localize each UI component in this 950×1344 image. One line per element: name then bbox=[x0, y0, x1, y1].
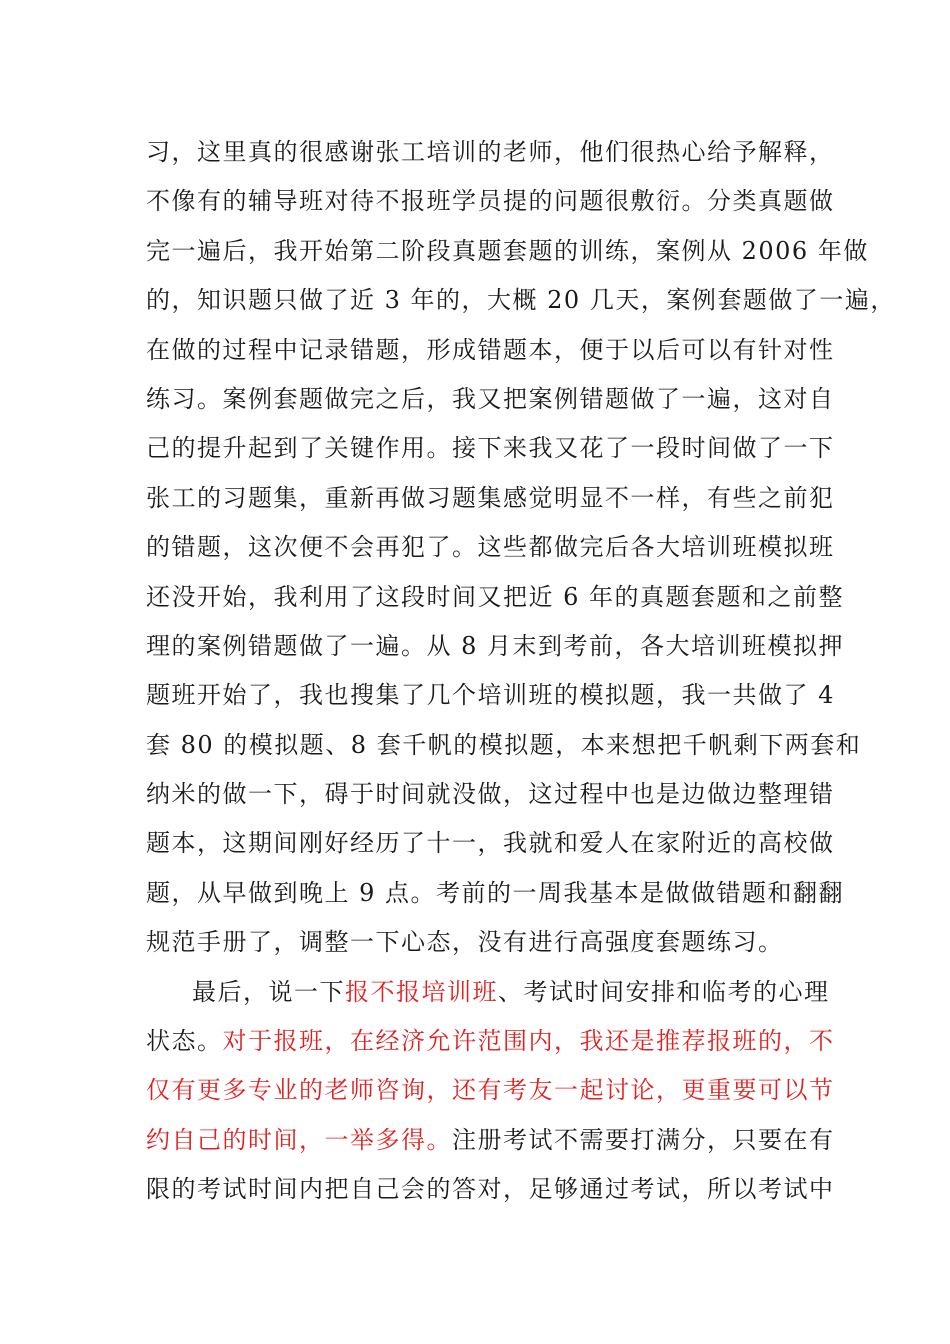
text-segment: 题本，这期间刚好经历了十一，我就和爱人在家附近的高校做 bbox=[146, 829, 835, 858]
paragraph-first-line bbox=[146, 968, 830, 1017]
text-line bbox=[146, 276, 896, 325]
text-segment: 练习。案例套题做完之后，我又把案例错题做了一遍，这对自 bbox=[146, 384, 835, 413]
text-line bbox=[146, 523, 835, 572]
text-line bbox=[146, 227, 869, 276]
highlighted-text: 对于报班，在经济允许范围内，我还是推荐报班的，不 bbox=[222, 1027, 835, 1056]
text-segment: 理的案例错题做了一遍。从 8 月末到考前，各大培训班模拟押 bbox=[146, 631, 845, 660]
text-segment: 题班开始了，我也搜集了几个培训班的模拟题，我一共做了 4 bbox=[146, 681, 835, 710]
text-line bbox=[146, 1066, 835, 1115]
text-segment: 的，知识题只做了近 3 年的，大概 20 几天，案例套题做了一遍， bbox=[146, 286, 896, 315]
text-segment: 在做的过程中记录错题，形成错题本，便于以后可以有针对性 bbox=[146, 335, 835, 364]
highlighted-text: 报不报培训班 bbox=[345, 977, 498, 1006]
text-line bbox=[146, 177, 835, 226]
text-line bbox=[146, 869, 845, 918]
text-line bbox=[146, 424, 835, 473]
text-segment: 规范手册了，调整一下心态，没有进行高强度套题练习。 bbox=[146, 928, 784, 957]
text-segment: 状态。 bbox=[146, 1027, 223, 1056]
text-segment: 习，这里真的很感谢张工培训的老师，他们很热心给予解释， bbox=[146, 138, 835, 166]
text-segment: 限的考试时间内把自己会的答对，足够通过考试，所以考试中 bbox=[146, 1175, 835, 1204]
text-line bbox=[146, 474, 835, 523]
text-segment: 还没开始，我利用了这段时间又把近 6 年的真题套题和之前整 bbox=[146, 582, 845, 611]
highlighted-text: 约自己的时间，一举多得。 bbox=[146, 1125, 452, 1154]
text-line bbox=[146, 770, 835, 819]
text-segment: 纳米的做一下，碍于时间就没做，这过程中也是边做边整理错 bbox=[146, 780, 835, 809]
text-segment: 注册考试不需要打满分，只要在有 bbox=[452, 1125, 835, 1154]
text-line bbox=[146, 622, 845, 671]
text-segment: 张工的习题集，重新再做习题集感觉明显不一样，有些之前犯 bbox=[146, 483, 835, 512]
text-line bbox=[146, 1116, 835, 1165]
text-line bbox=[146, 375, 835, 424]
text-segment: 不像有的辅导班对待不报班学员提的问题很敷衍。分类真题做 bbox=[146, 187, 835, 216]
text-segment: 套 80 的模拟题、8 套千帆的模拟题，本来想把千帆剩下两套和 bbox=[146, 730, 862, 759]
body-text bbox=[146, 128, 896, 1215]
text-line bbox=[146, 573, 845, 622]
text-segment: 最后，说一下 bbox=[192, 977, 345, 1006]
text-line bbox=[146, 721, 862, 770]
text-segment: 己的提升起到了关键作用。接下来我又花了一段时间做了一下 bbox=[146, 434, 835, 463]
text-line bbox=[146, 1165, 835, 1214]
text-segment: 的错题，这次便不会再犯了。这些都做完后各大培训班模拟班 bbox=[146, 533, 835, 562]
text-line bbox=[146, 326, 835, 375]
text-segment: 完一遍后，我开始第二阶段真题套题的训练，案例从 2006 年做 bbox=[146, 236, 869, 265]
text-line bbox=[146, 819, 835, 868]
text-line bbox=[146, 128, 835, 177]
text-line bbox=[146, 1017, 835, 1066]
text-line bbox=[146, 671, 835, 720]
text-line bbox=[146, 918, 818, 967]
highlighted-text: 仅有更多专业的老师咨询，还有考友一起讨论，更重要可以节 bbox=[146, 1076, 835, 1105]
text-segment: 题，从早做到晚上 9 点。考前的一周我基本是做做错题和翻翻 bbox=[146, 878, 845, 907]
text-segment: 、考试时间安排和临考的心理 bbox=[498, 977, 830, 1006]
